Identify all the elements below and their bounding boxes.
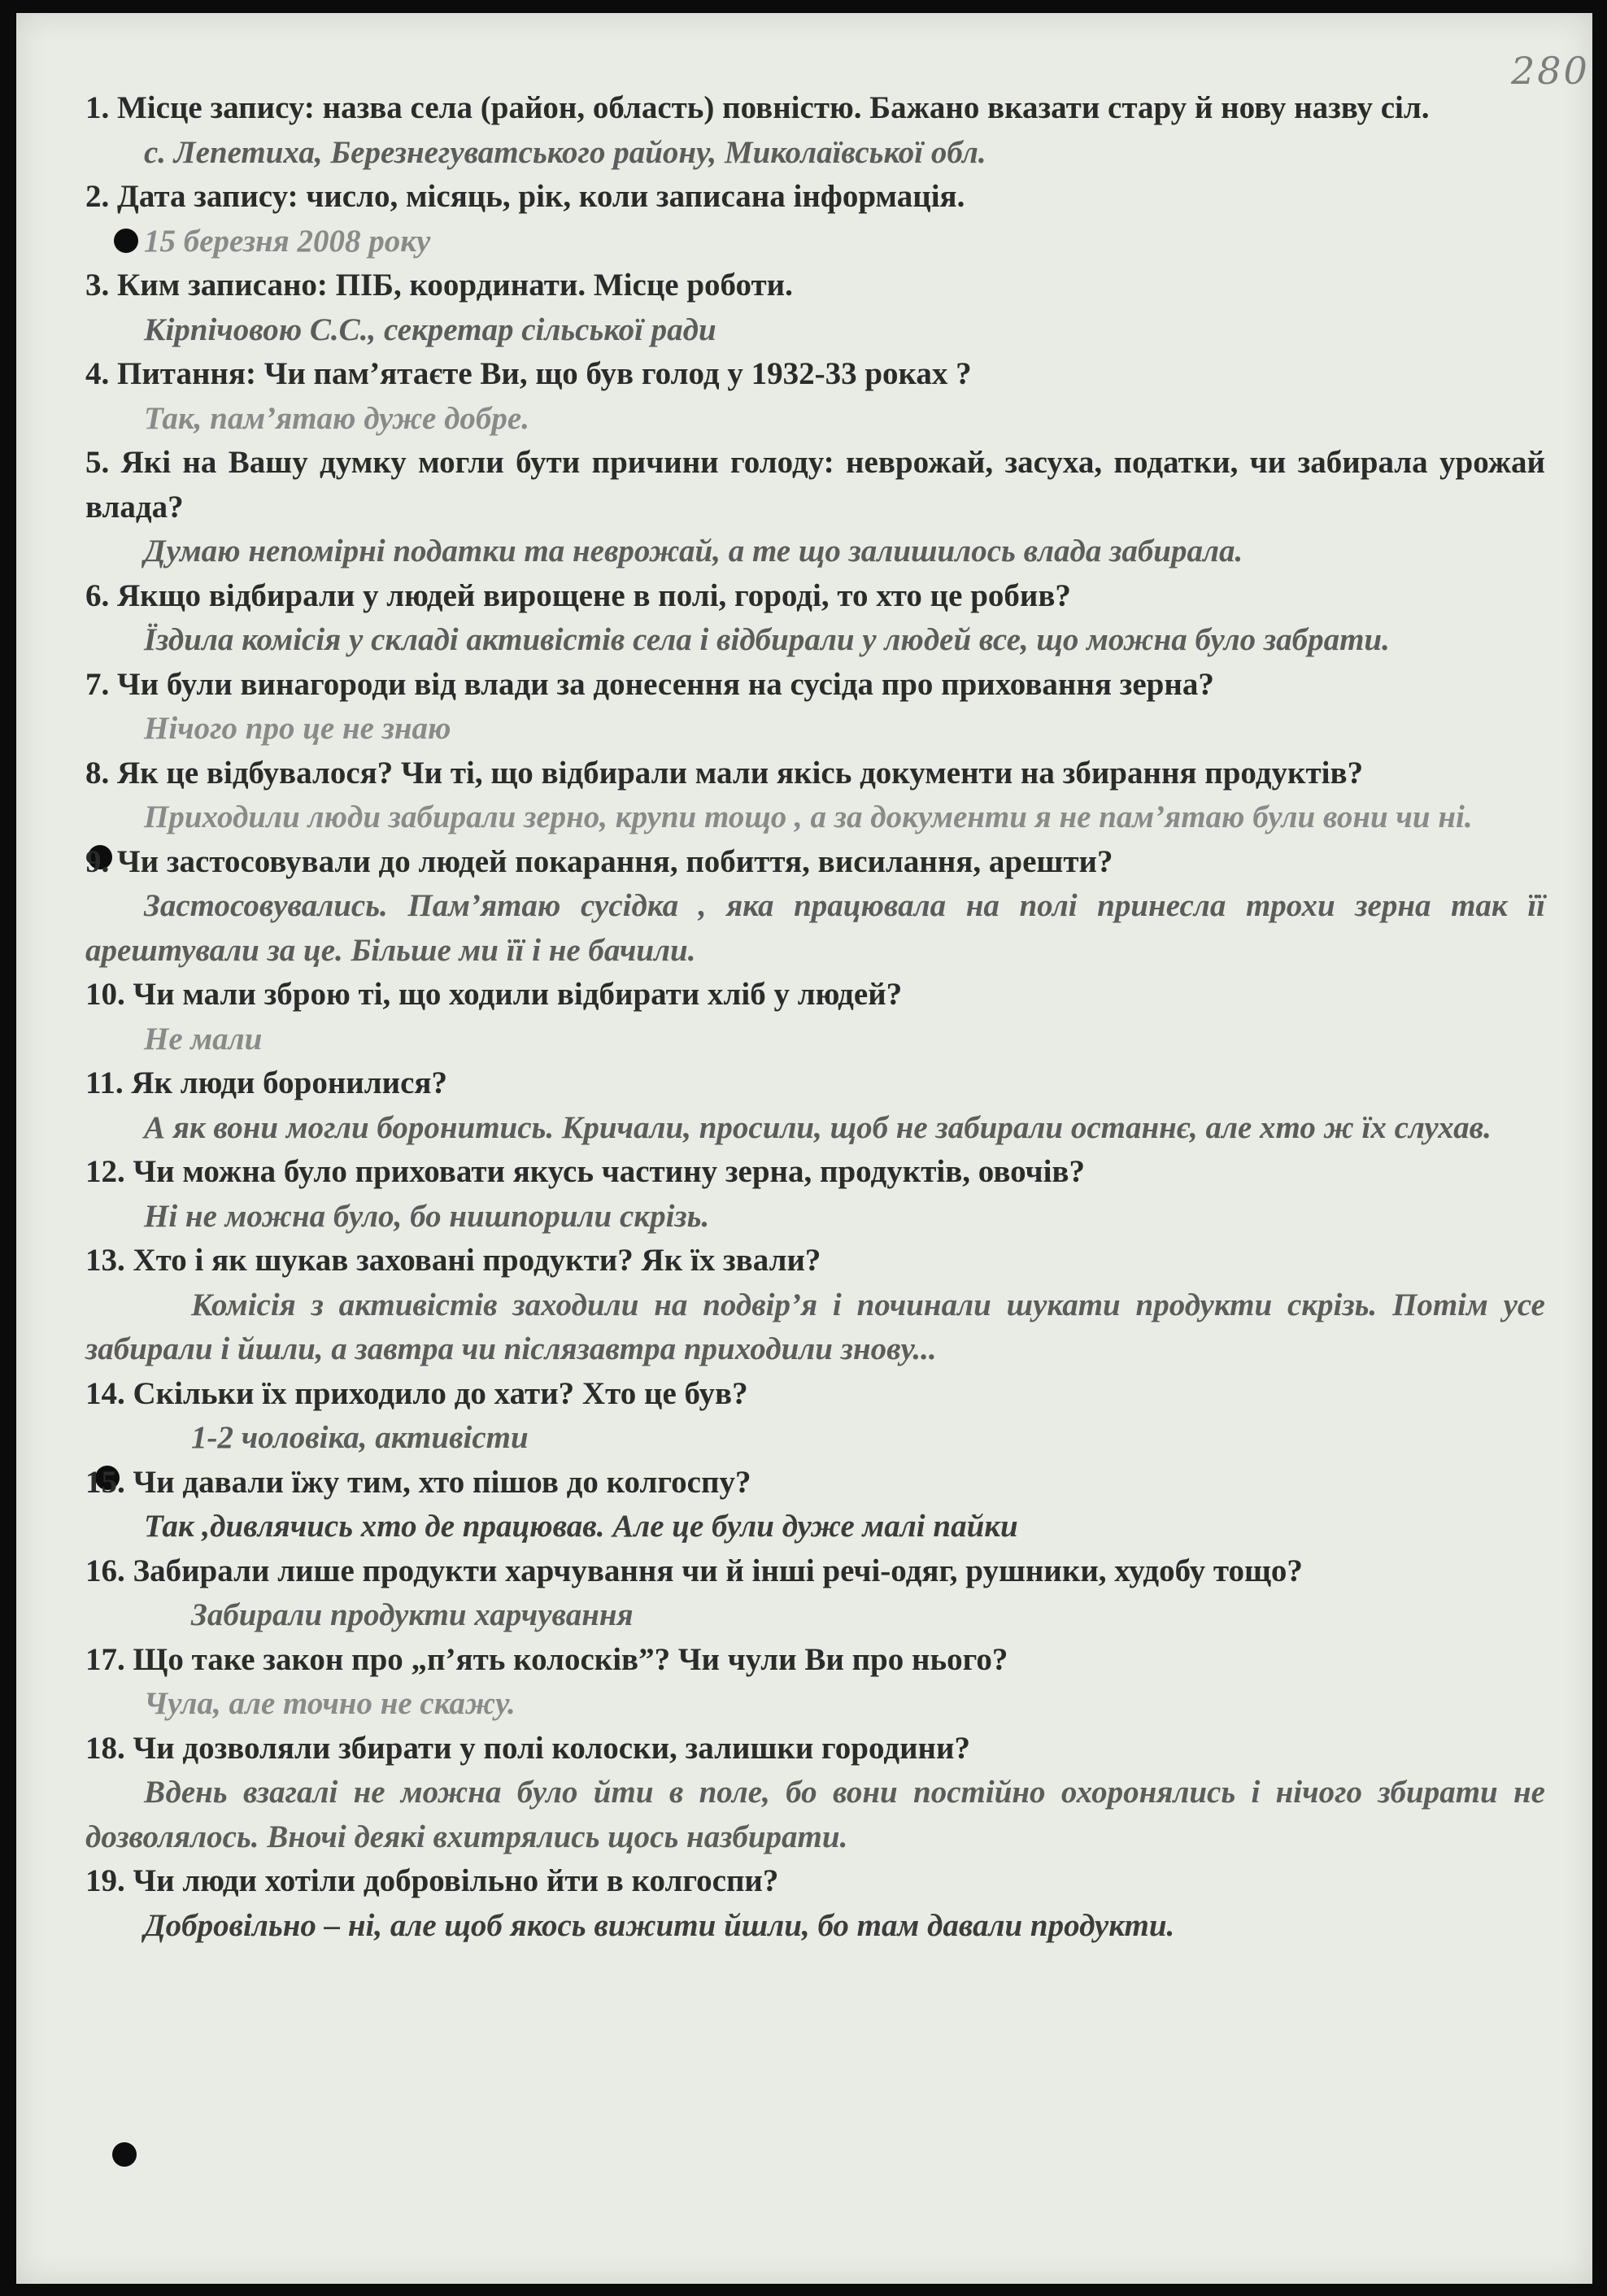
question-8: 8. Як це відбувалося? Чи ті, що відбирали мали якісь документи на збирання продуктів? (85, 755, 1364, 791)
answer-13: Комісія з активістів заходили на подвір’я і починали шукати продукти скрізь. Потім усе забирали і йшли, а завтра чи післязавтра приходили знову... (85, 1287, 1545, 1366)
question-6: 6. Якщо відбирали у людей вирощене в полі, городі, то хто це робив? (85, 577, 1071, 613)
answer-19: Добровільно – ні, але щоб якось вижити йшли, бо там давали продукти. (144, 1907, 1175, 1943)
answer-15: Так ,дивлячись хто де працював. Але це були дуже малі пайки (144, 1509, 1018, 1544)
question-11: 11. Як люди боронилися? (85, 1065, 448, 1100)
question-7: 7. Чи були винагороди від влади за донесення на сусіда про приховання зерна? (85, 666, 1214, 702)
answer-10: Не мали (144, 1021, 263, 1057)
question-9: 9. Чи застосовували до людей покарання, побиття, висилання, арешти? (85, 843, 1113, 879)
question-5: 5. Які на Вашу думку могли бути причини голоду: неврожай, засуха, податки, чи забирала урожай влада? (85, 445, 1545, 525)
answer-6: Їздила комісія у складі активістів села і відбирали у людей все, що можна було забрати. (144, 622, 1390, 657)
page-number: 280 (1511, 49, 1590, 93)
question-17: 17. Що таке закон про „п’ять колосків”? Чи чули Ви про нього? (85, 1641, 1008, 1677)
answer-4: Так, пам’ятаю дуже добре. (144, 400, 529, 436)
answer-2: 15 березня 2008 року (144, 223, 431, 259)
answer-12: Ні не можна було, бо нишпорили скрізь. (144, 1198, 710, 1234)
answer-9: Застосовувались. Пам’ятаю сусідка , яка працювала на полі принесла трохи зерна так її арештували за це. Більше ми її і не бачили. (85, 888, 1545, 968)
question-16: 16. Забирали лише продукти харчування чи й інші речі-одяг, рушники, худобу тощо? (85, 1553, 1303, 1588)
question-19: 19. Чи люди хотіли добровільно йти в колгоспи? (85, 1863, 779, 1898)
punch-hole (112, 2142, 137, 2167)
answer-14: 1-2 чоловіка, активісти (191, 1420, 529, 1455)
question-15: 15. Чи давали їжу тим, хто пішов до колгоспу? (85, 1464, 751, 1500)
answer-8: Приходили люди забирали зерно, крупи тощо , а за документи я не пам’ятаю були вони чи ні. (144, 799, 1473, 834)
question-13: 13. Хто і як шукав заховані продукти? Як їх звали? (85, 1243, 821, 1278)
question-1: 1. Місце запису: назва села (район, область) повністю. Бажано вказати стару й нову назву сіл. (85, 90, 1430, 125)
questionnaire (85, 86, 1545, 1948)
answer-1: с. Лепетиха, Березнегуватського району, Миколаївської обл. (144, 134, 986, 170)
answer-17: Чула, але точно не скажу. (144, 1686, 516, 1721)
question-18: 18. Чи дозволяли збирати у полі колоски, залишки городини? (85, 1730, 970, 1766)
answer-11: А як вони могли боронитись. Кричали, просили, щоб не забирали останнє, але хто ж їх слухав. (144, 1109, 1492, 1145)
question-3: 3. Ким записано: ПІБ, координати. Місце роботи. (85, 268, 793, 303)
answer-3: Кірпічовою С.С., секретар сільської ради (144, 312, 716, 347)
document-page (16, 13, 1592, 2284)
question-2: 2. Дата запису: число, місяць, рік, коли записана інформація. (85, 179, 965, 214)
question-14: 14. Скільки їх приходило до хати? Хто це був? (85, 1375, 748, 1411)
answer-18: Вдень взагалі не можна було йти в поле, бо вони постійно охоронялись і нічого збирати не дозволялось. Вночі деякі вхитрялись щось назбирати. (85, 1775, 1545, 1854)
answer-16: Забирали продукти харчування (191, 1597, 634, 1632)
question-4: 4. Питання: Чи пам’ятаєте Ви, що був голод у 1932-33 роках ? (85, 356, 972, 391)
answer-5: Думаю непомірні податки та неврожай, а те що залишилось влада забирала. (144, 534, 1243, 569)
question-12: 12. Чи можна було приховати якусь частину зерна, продуктів, овочів? (85, 1154, 1085, 1189)
question-10: 10. Чи мали зброю ті, що ходили відбирати хліб у людей? (85, 977, 903, 1012)
answer-7: Нічого про це не знаю (144, 711, 451, 746)
